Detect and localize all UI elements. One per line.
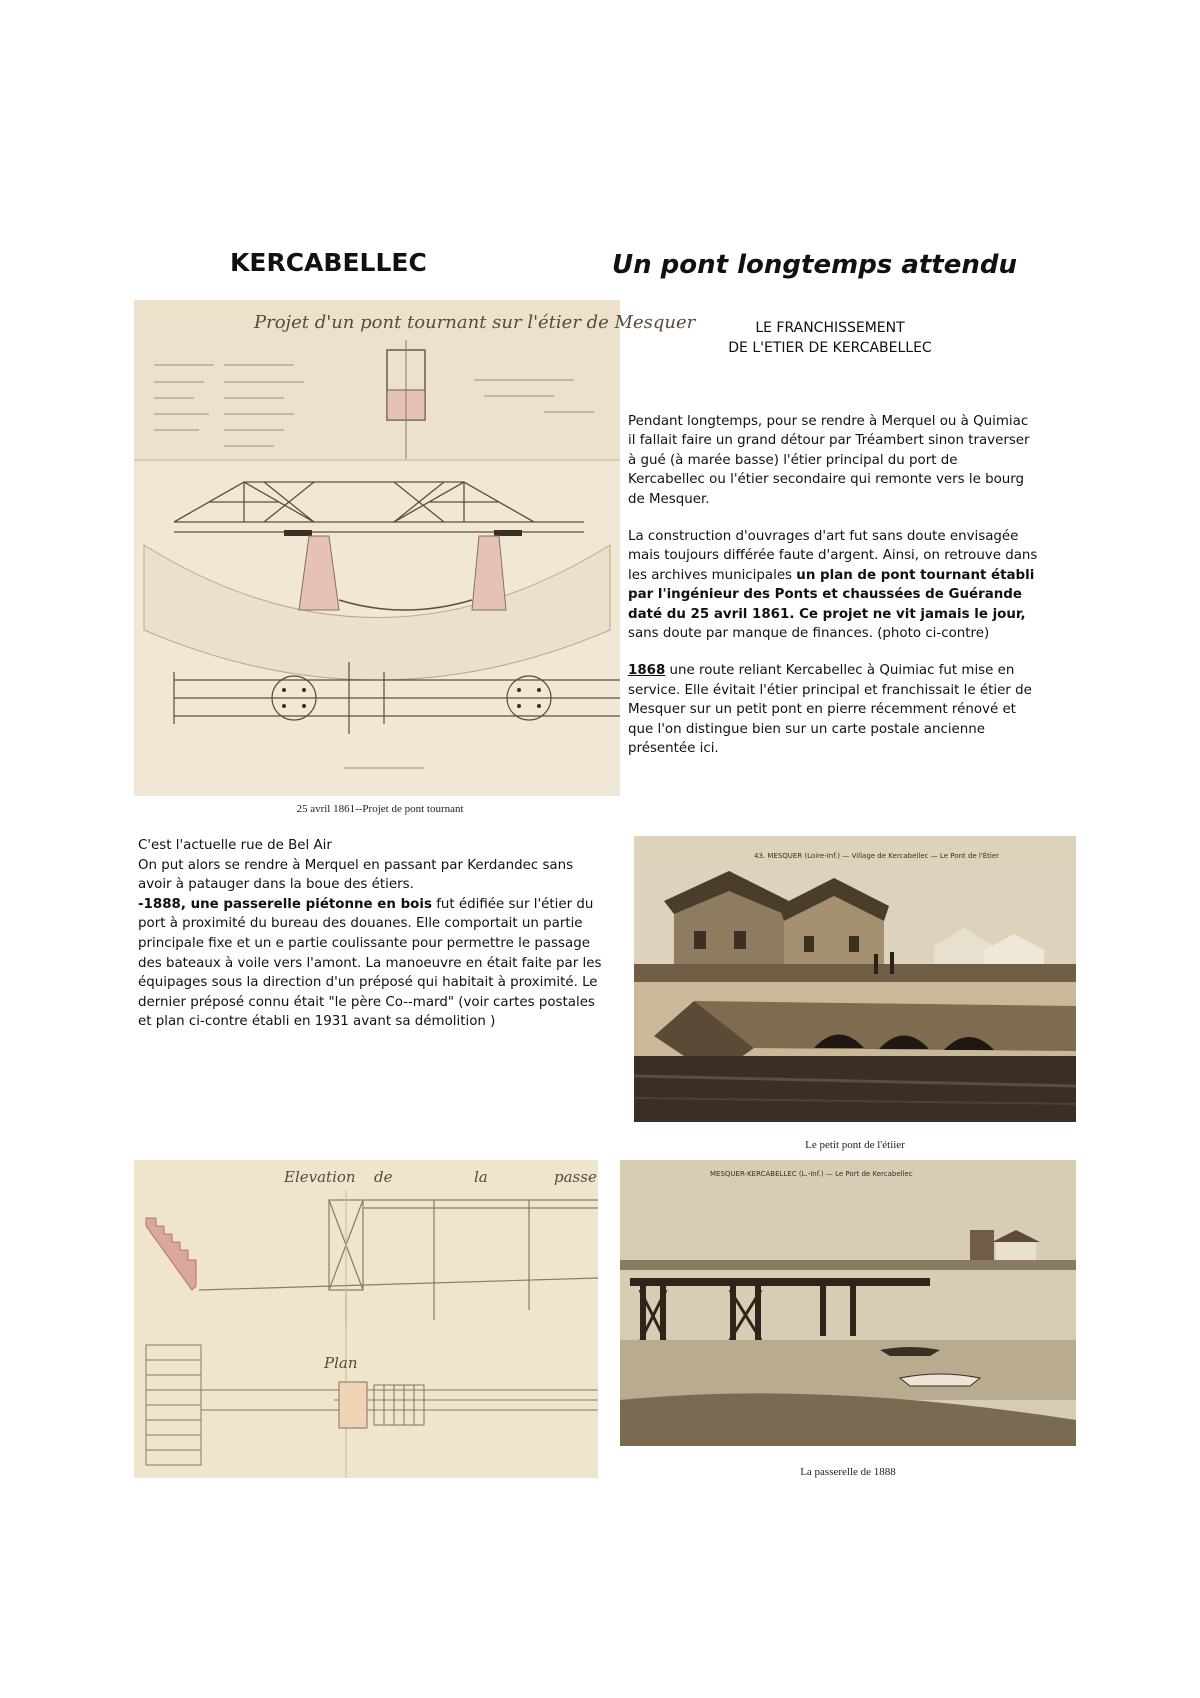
plan-1931-la: la <box>474 1168 488 1186</box>
paragraph-1: Pendant longtemps, pour se rendre à Merquel ou à Quimiac il fallait faire un grand détour par Tréambert sinon traverser à gué (à marée basse) l'étier principal du port de Kercabellec ou l'étier secondaire qui remonte vers le bourg de Mesquer. <box>628 414 1030 507</box>
caption-plan-1861: 25 avril 1861--Projet de pont tournant <box>296 803 464 815</box>
left-paragraph: -1888, une passerelle piétonne en bois fut édifiée sur l'étier du port à proximité du bureau des douanes. Elle comportait un partie principale fixe et un e partie coulissante pour permettre le passage des bateaux à voile vers l'amont. La manoeuvre en était faite par les équipages sous la direction d'un préposé qui habitait à proximité. Le dernier préposé connu était "le père Co--mard" (voir cartes postales et plan ci-contre établi en 1931 avant sa démolition ) <box>138 896 602 1030</box>
postcard-1-header: 43. MESQUER (Loire-Inf.) — Village de Kercabellec — Le Pont de l'Étier <box>754 852 1000 860</box>
section-heading-line2: DE L'ETIER DE KERCABELLEC <box>728 340 932 356</box>
postcard-2-header: MESQUER-KERCABELLEC (L.-Inf.) — Le Port de Kercabellec <box>710 1170 913 1178</box>
caption-petit-pont: Le petit pont de l'étiier <box>805 1139 905 1151</box>
left-column-text <box>138 836 608 1032</box>
plan-1931-image <box>134 1160 598 1478</box>
left-line-2: On put alors se rendre à Merquel en passant par Kerdandec sans avoir à patauger dans la boue des étiers. <box>138 857 574 893</box>
plan-1861-title: Projet d'un pont tournant sur l'étier de Mesquer <box>254 312 696 333</box>
caption-passerelle: La passerelle de 1888 <box>800 1466 896 1478</box>
plan-1931-plan-label: Plan <box>324 1354 358 1372</box>
paragraph-2-bold: un plan de pont tournant établi par l'ingénieur des Ponts et chaussées de Guérande daté du 25 avril 1861. Ce projet ne vit jamais le jour, <box>628 567 1035 622</box>
plan-1931-elevation: Elevation <box>284 1168 356 1186</box>
left-paragraph-bold: -1888, une passerelle piétonne en bois <box>138 896 432 912</box>
section-heading <box>700 318 960 358</box>
section-heading-line1: LE FRANCHISSEMENT <box>755 320 905 336</box>
year-1868: 1868 <box>628 663 666 679</box>
postcard-petit-pont-image <box>634 836 1076 1122</box>
postcard-passerelle-image <box>620 1160 1076 1446</box>
right-column-text <box>628 412 1038 777</box>
plan-1931-passerelle: passe <box>554 1168 597 1186</box>
paragraph-2: La construction d'ouvrages d'art fut sans doute envisagée mais toujours différée faute d'argent. Ainsi, on retrouve dans les archives municipales un plan de pont tournant établi par l'ingénieur des Ponts et chaussées de Guérande daté du 25 avril 1861. Ce projet ne vit jamais le jour, sans doute par manque de finances. (photo ci-contre) <box>628 529 1038 642</box>
paragraph-3: 1868 une route reliant Kercabellec à Quimiac fut mise en service. Elle évitait l'étier principal et franchissait le étier de Mesquer sur un petit pont en pierre récemment rénové et que l'on distingue bien sur un carte postale ancienne présentée ici. <box>628 663 1032 757</box>
page-title-right: Un pont longtemps attendu <box>612 250 1017 280</box>
page-title-left: KERCABELLEC <box>230 248 427 277</box>
left-line-1: C'est l'actuelle rue de Bel Air <box>138 838 332 853</box>
plan-1931-de: de <box>374 1168 393 1186</box>
